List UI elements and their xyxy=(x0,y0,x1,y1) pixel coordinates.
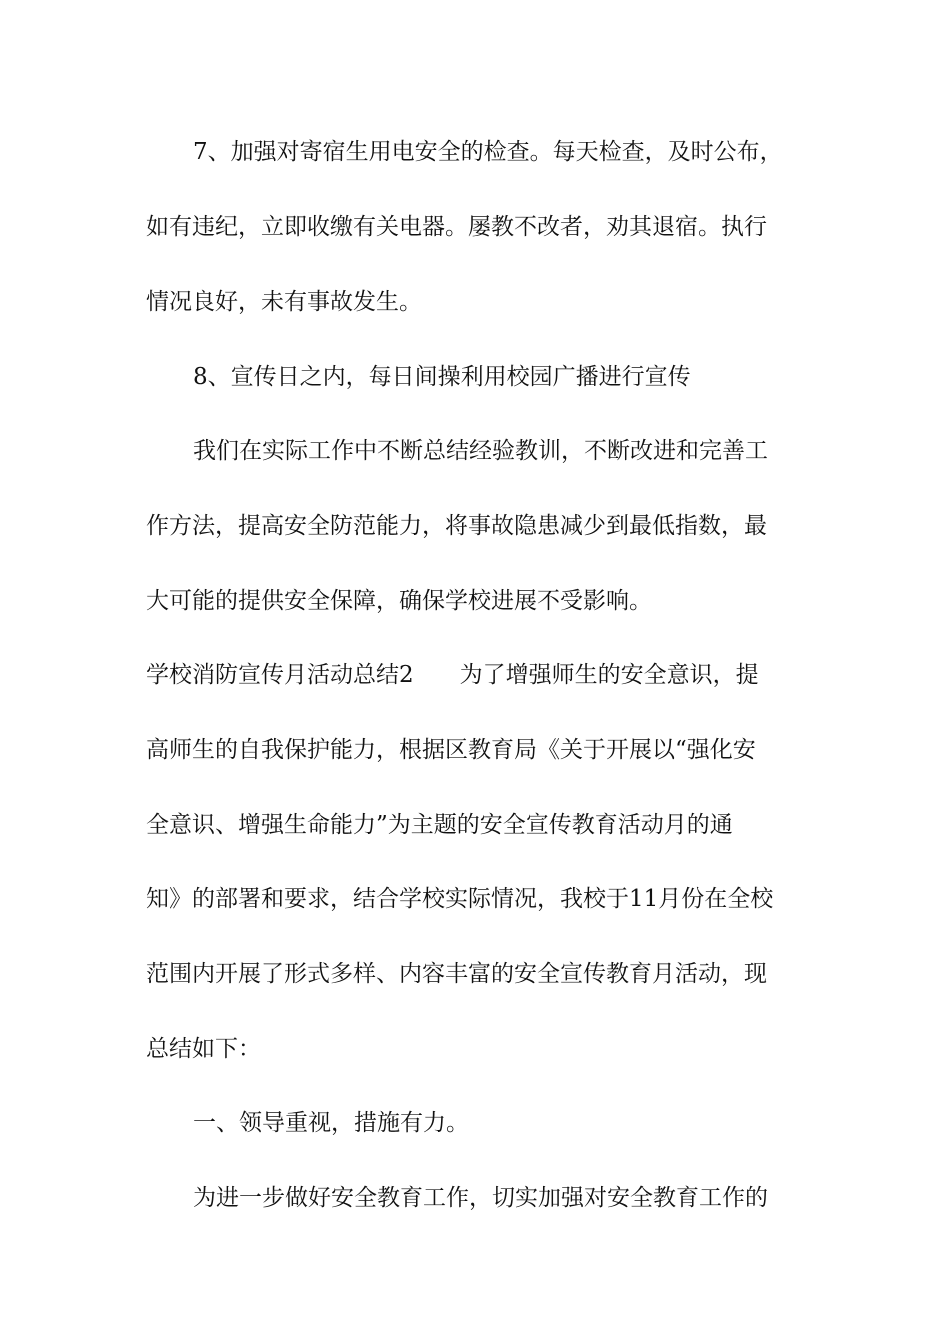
paragraph-line: 全意识、增强生命能力”为主题的安全宣传教育活动月的通 xyxy=(146,812,733,838)
paragraph-line: 范围内开展了形式多样、内容丰富的安全宣传教育月活动，现 xyxy=(146,961,767,987)
paragraph-line: 我们在实际工作中不断总结经验教训，不断改进和完善工 xyxy=(193,438,768,464)
paragraph-line: 总结如下： xyxy=(146,1036,261,1062)
paragraph-line: 知》的部署和要求，结合学校实际情况，我校于11月份在全校 xyxy=(146,886,774,912)
paragraph-line: 为进一步做好安全教育工作，切实加强对安全教育工作的 xyxy=(193,1185,768,1211)
paragraph-line: 大可能的提供安全保障，确保学校进展不受影响。 xyxy=(146,588,652,614)
paragraph-line: 作方法，提高安全防范能力，将事故隐患减少到最低指数，最 xyxy=(146,513,767,539)
paragraph-line: 如有违纪，立即收缴有关电器。屡教不改者，劝其退宿。执行 xyxy=(146,214,767,240)
paragraph-line: 高师生的自我保护能力，根据区教育局《关于开展以“强化安 xyxy=(146,737,756,763)
paragraph-line: 8、宣传日之内，每日间操利用校园广播进行宣传 xyxy=(193,364,691,390)
paragraph-line: 7、加强对寄宿生用电安全的检查。每天检查，及时公布， xyxy=(193,139,783,165)
section-heading: 学校消防宣传月活动总结2 xyxy=(146,662,414,688)
section-heading-line xyxy=(146,660,806,690)
paragraph-text: 为了增强师生的安全意识，提 xyxy=(459,662,759,688)
paragraph-line: 情况良好，未有事故发生。 xyxy=(146,289,422,315)
subheading-line: 一、领导重视，措施有力。 xyxy=(193,1110,469,1136)
